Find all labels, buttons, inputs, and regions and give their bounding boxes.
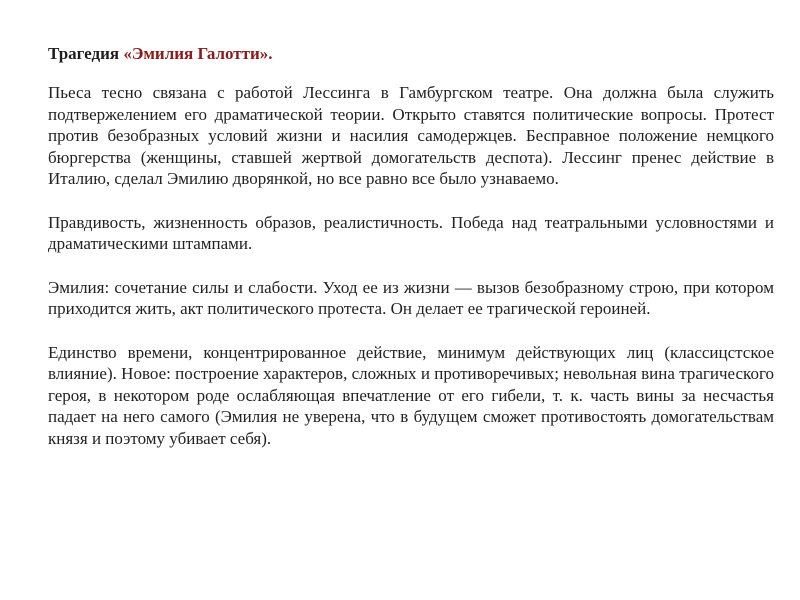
paragraph-emilia: Эмилия: сочетание силы и слабости. Уход ее из жизни — вызов безобразному строю, при котором приходится жить, акт политического протеста. Он делает ее трагической героиней. [48,277,774,318]
paragraph-structure: Единство времени, концентрированное действие, минимум действующих лиц (классицстское влияние). Новое: построение характеров, сложных и противоречивых; невольная вина трагического героя, в некотором роде ослабляющая впечатление от его гибели, т. к. часть вины за несчастья падает на него самого (Эмилия не уверена, что в будущем сможет противостоять домогательствам князя и поэтому убивает себя). [48,342,774,448]
paragraph-context: Пьеса тесно связана с работой Лессинга в Гамбургском театре. Она должна была служить подтвержелением его драматической теории. Открыто ставятся политические вопросы. Протест против безобразных условий жизни и насилия самодержцев. Бесправное положение немцкого бюргерства (женщины, ставшей жертвой домогательств деспота). Лессинг пренес действие в Италию, сделал Эмилию дворянкой, но все равно все было узнаваемо. [48,83,774,188]
paragraph-realism: Правдивость, жизненность образов, реалистичность. Победа над театральными условностями и драматическими штампами. [48,212,774,253]
title-lead: Трагедия [48,44,124,63]
slide-title [48,44,774,64]
slide-content [48,44,774,471]
title-play-name: «Эмилия Галотти». [123,44,273,63]
